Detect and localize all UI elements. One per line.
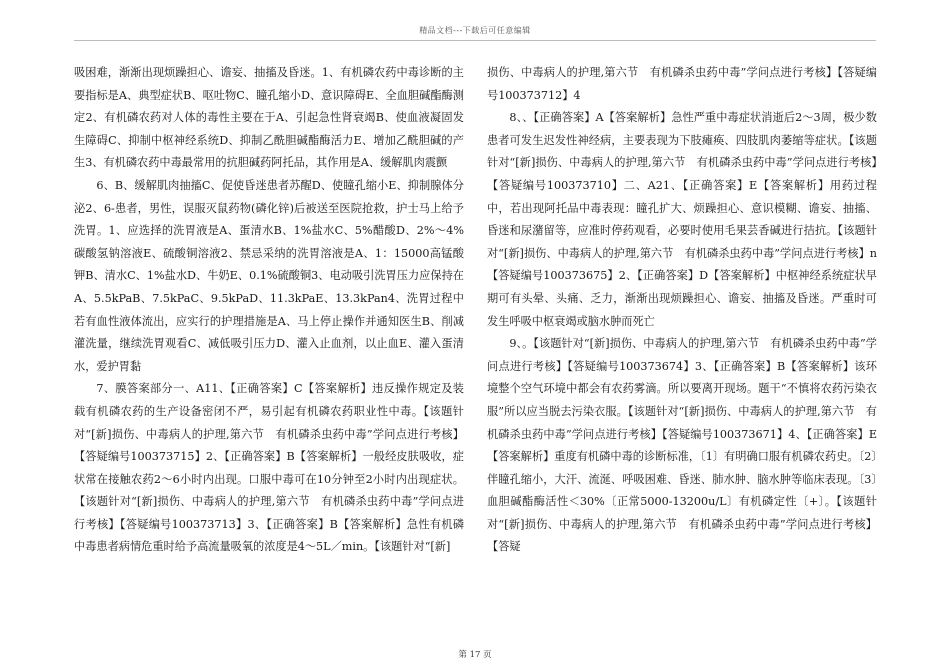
paragraph: 损伤、中毒病人的护理,第六节 有机磷杀虫药中毒”学问点进行考核】【答疑编号100373712】4 <box>487 66 877 102</box>
page-header: 精品文档---下载后可任意编辑 <box>419 26 531 35</box>
paragraph: 9、。【该题针对“[新]损伤、中毒病人的护理,第六节 有机磷杀虫药中毒”学问点进行考核】【答疑编号100373674】3、【正确答案】B【答案解析】该环境整个空气环境中都会有农药雾滴。所以要离开现场。题干“不慎将农药污染衣服”所以应当脱去污染衣服。【该题针对“[新]损伤、中毒病人的护理,第六节 有机磷杀虫药中毒”学问点进行考核】【答疑编号100373671】4、【正确答案】E【答案解析】重度有机磷中毒的诊断标准，〔1〕有明确口服有机磷农药史。〔2〕伴瞳孔缩小，大汗、流涎、呼吸困难、昏迷、肺水肿、脑水肿等临床表现。〔3〕血胆碱酯酶活性＜30%〔正常5000-13200u/L〕有机磷定性〔+〕。【该题针对“[新]损伤、中毒病人的护理,第六节 有机磷杀虫药中毒”学问点进行考核】【答疑 <box>487 337 877 554</box>
header-divider <box>74 40 876 41</box>
paragraph: 8、、【正确答案】A【答案解析】急性严重中毒症状消逝后2～3周，极少数患者可发生迟发性神经病，主要表现为下肢瘫痪、四肢肌肉萎缩等症状。【该题针对“[新]损伤、中毒病人的护理,第六节 有机磷杀虫药中毒”学问点进行考核】【答疑编号100373710】二、A21、【正确答案】E【答案解析】用药过程中，若出现阿托品中毒表现：瞳孔扩大、烦躁担心、意识模糊、谵妄、抽搐、昏迷和尿潴留等，应准时停药观看，必要时使用毛果芸香碱进行拮抗。【该题针对“[新]损伤、中毒病人的护理,第六节 有机磷杀虫药中毒”学问点进行考核】n【答疑编号100373675】2、【正确答案】D【答案解析】中枢神经系统症状早期可有头晕、头痛、乏力，渐渐出现烦躁担心、谵妄、抽搐及昏迷。严重时可发生呼吸中枢衰竭或脑水肿而死亡 <box>487 111 877 328</box>
paragraph: 6、B、缓解肌肉抽搐C、促使昏迷患者苏醒D、使瞳孔缩小E、抑制腺体分泌2、6-患者，男性，误服灭鼠药物(磷化锌)后被送至医院抢救，护士马上给予洗胃。1、应选择的洗胃液是A、蛋清水B、1%盐水C、5%醋酸D、2%～4%碳酸氢钠溶液E、硫酸铜溶液2、禁忌采纳的洗胃溶液是A、1：15000高锰酸钾B、清水C、1%盐水D、牛奶E、0.1%硫酸铜3、电动吸引洗胃压力应保持在A、5.5kPaB、7.5kPaC、9.5kPaD、11.3kPaE、13.3kPan4、洗胃过程中若有血性液体流出，应实行的护理措施是A、马上停止操作并通知医生B、削减灌洗量，继续洗胃观看C、减低吸引压力D、灌入止血剂，以止血E、灌入蛋清水，爱护胃黏 <box>74 178 464 373</box>
paragraph: 7、膜答案部分一、A11、【正确答案】C【答案解析】违反操作规定及装载有机磷农药的生产设备密闭不严，易引起有机磷农药职业性中毒。【该题针对“[新]损伤、中毒病人的护理,第六节 有机磷杀虫药中毒”学问点进行考核】【答疑编号100373715】2、【正确答案】B【答案解析】一般经皮肤吸收，症状常在接触农药2～6小时内出现。口服中毒可在10分钟至2小时内出现症状。【该题针对“[新]损伤、中毒病人的护理,第六节 有机磷杀虫药中毒”学问点进行考核】【答疑编号100373713】3、【正确答案】B【答案解析】急性有机磷中毒患者病情危重时给予高流量吸氧的浓度是4～5L／min。【该题针对“[新] <box>74 382 464 554</box>
paragraph: 吸困难，渐渐出现烦躁担心、谵妄、抽搐及昏迷。1、有机磷农药中毒诊断的主要指标是A、典型症状B、呕吐物C、瞳孔缩小D、意识障碍E、全血胆碱酯酶测定2、有机磷农药对人体的毒性主要在于A、引起急性肾衰竭B、使血液凝固发生障碍C、抑制中枢神经系统D、抑制乙酰胆碱酯酶活力E、增加乙酰胆碱的产生3、有机磷农药中毒最常用的抗胆碱药阿托品，其作用是A、缓解肌肉震颤 <box>74 66 464 170</box>
page-number: 第 17 页 <box>458 650 492 660</box>
left-column <box>74 62 464 559</box>
right-column <box>487 62 877 559</box>
